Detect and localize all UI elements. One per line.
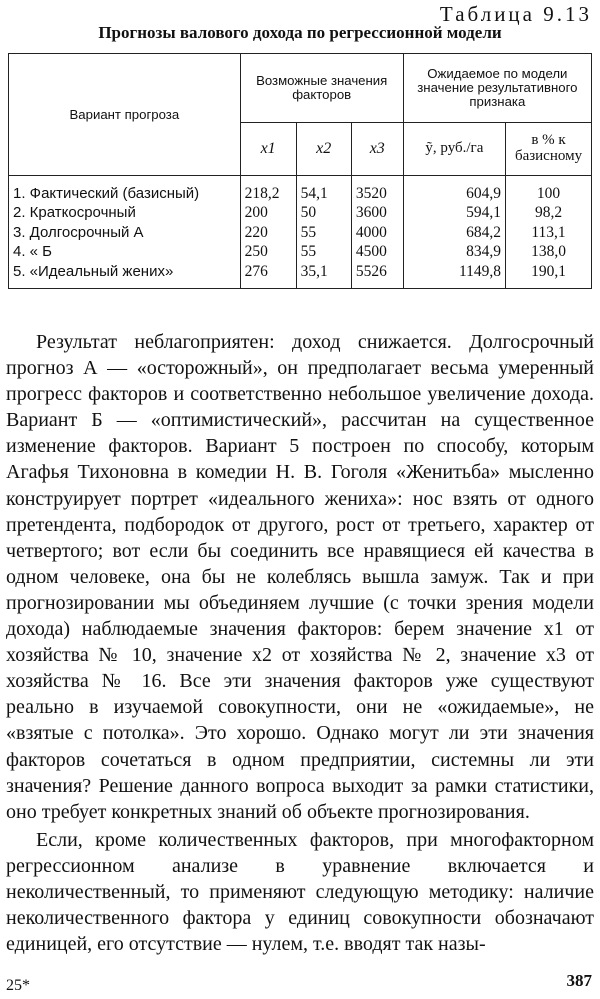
- cell-x2: 50: [296, 204, 351, 224]
- cell-x3: 5526: [351, 262, 403, 288]
- cell-x2: 54,1: [296, 176, 351, 204]
- table-row: [9, 243, 592, 263]
- table-number: Таблица 9.13: [439, 2, 592, 26]
- printer-signature: 25*: [6, 977, 30, 994]
- cell-pct: 190,1: [506, 262, 592, 288]
- cell-y: 834,9: [403, 243, 505, 263]
- row-label: 1. Фактический (базисный): [9, 176, 241, 204]
- cell-x2: 35,1: [296, 262, 351, 288]
- cell-x1: 218,2: [240, 176, 296, 204]
- cell-pct: 98,2: [506, 204, 592, 224]
- row-label: 5. «Идеальный жених»: [9, 262, 241, 288]
- cell-y: 1149,8: [403, 262, 505, 288]
- cell-x1: 276: [240, 262, 296, 288]
- table-title: Прогнозы валового дохода по регрессионной модели: [98, 23, 502, 42]
- table-row: [9, 223, 592, 243]
- cell-y: 604,9: [403, 176, 505, 204]
- header-x2: x2: [296, 123, 351, 176]
- cell-pct: 138,0: [506, 243, 592, 263]
- header-y-unit: ỹ, руб./га: [403, 123, 505, 176]
- table-row: [9, 262, 592, 288]
- forecast-table: [8, 53, 592, 289]
- header-expected: Ожидаемое по модели значение результативного признака: [403, 54, 591, 123]
- cell-pct: 100: [506, 176, 592, 204]
- header-factors: Возможные значения факторов: [240, 54, 403, 123]
- cell-x2: 55: [296, 223, 351, 243]
- row-label: 3. Долгосрочный А: [9, 223, 241, 243]
- cell-x3: 3600: [351, 204, 403, 224]
- table-row: [9, 204, 592, 224]
- table-row: [9, 176, 592, 204]
- cell-x2: 55: [296, 243, 351, 263]
- cell-y: 684,2: [403, 223, 505, 243]
- cell-y: 594,1: [403, 204, 505, 224]
- cell-x3: 4000: [351, 223, 403, 243]
- cell-x1: 220: [240, 223, 296, 243]
- header-pct: в % к базисному: [506, 123, 592, 176]
- cell-pct: 113,1: [506, 223, 592, 243]
- cell-x3: 3520: [351, 176, 403, 204]
- cell-x1: 250: [240, 243, 296, 263]
- row-label: 2. Краткосрочный: [9, 204, 241, 224]
- page-number: 387: [566, 971, 592, 990]
- header-x3: x3: [351, 123, 403, 176]
- cell-x1: 200: [240, 204, 296, 224]
- header-variant: Вариант прогроза: [9, 54, 241, 176]
- body-text: [6, 329, 594, 957]
- header-x1: x1: [240, 123, 296, 176]
- paragraph: Если, кроме количественных факторов, при многофакторном регрессионном анализе в уравнение включается и неколичественный, то применяют следующую методику: наличие неколичественного фактора у единиц совокупности обозначают единицей, его отсутствие — нулем, т.е. вводят так назы-: [6, 828, 594, 956]
- row-label: 4. « Б: [9, 243, 241, 263]
- paragraph: Результат неблагоприятен: доход снижается. Долгосрочный прогноз А — «осторожный», он предполагает весьма умеренный прогресс факторов и соответственно небольшое увеличение дохода. Вариант Б — «оптимистический», рассчитан на существенное изменение факторов. Вариант 5 построен по способу, которым Агафья Тихоновна в комедии Н. В. Гоголя «Женитьба» мысленно конструирует портрет «идеального жениха»: нос взять от одного претендента, подбородок от другого, рост от третьего, характер от четвертого; вот если бы соединить все нравящиеся ей качества в одном человеке, она бы не колеблясь вышла замуж. Так и при прогнозировании мы объединяем лучшие (с точки зрения модели дохода) наблюдаемые значения факторов: берем значение x1 от хозяйства № 10, значение x2 от хозяйства № 2, значение x3 от хозяйства № 16. Все эти значения факторов уже существуют реально в изучаемой совокупности, они не «ожидаемые», не «взятые с потолка». Это хорошо. Однако могут ли эти значения факторов сочетаться в одном предприятии, системны ли эти значения? Решение данного вопроса выходит за рамки статистики, оно требует конкретных знаний об объекте прогнозирования.: [6, 331, 594, 823]
- cell-x3: 4500: [351, 243, 403, 263]
